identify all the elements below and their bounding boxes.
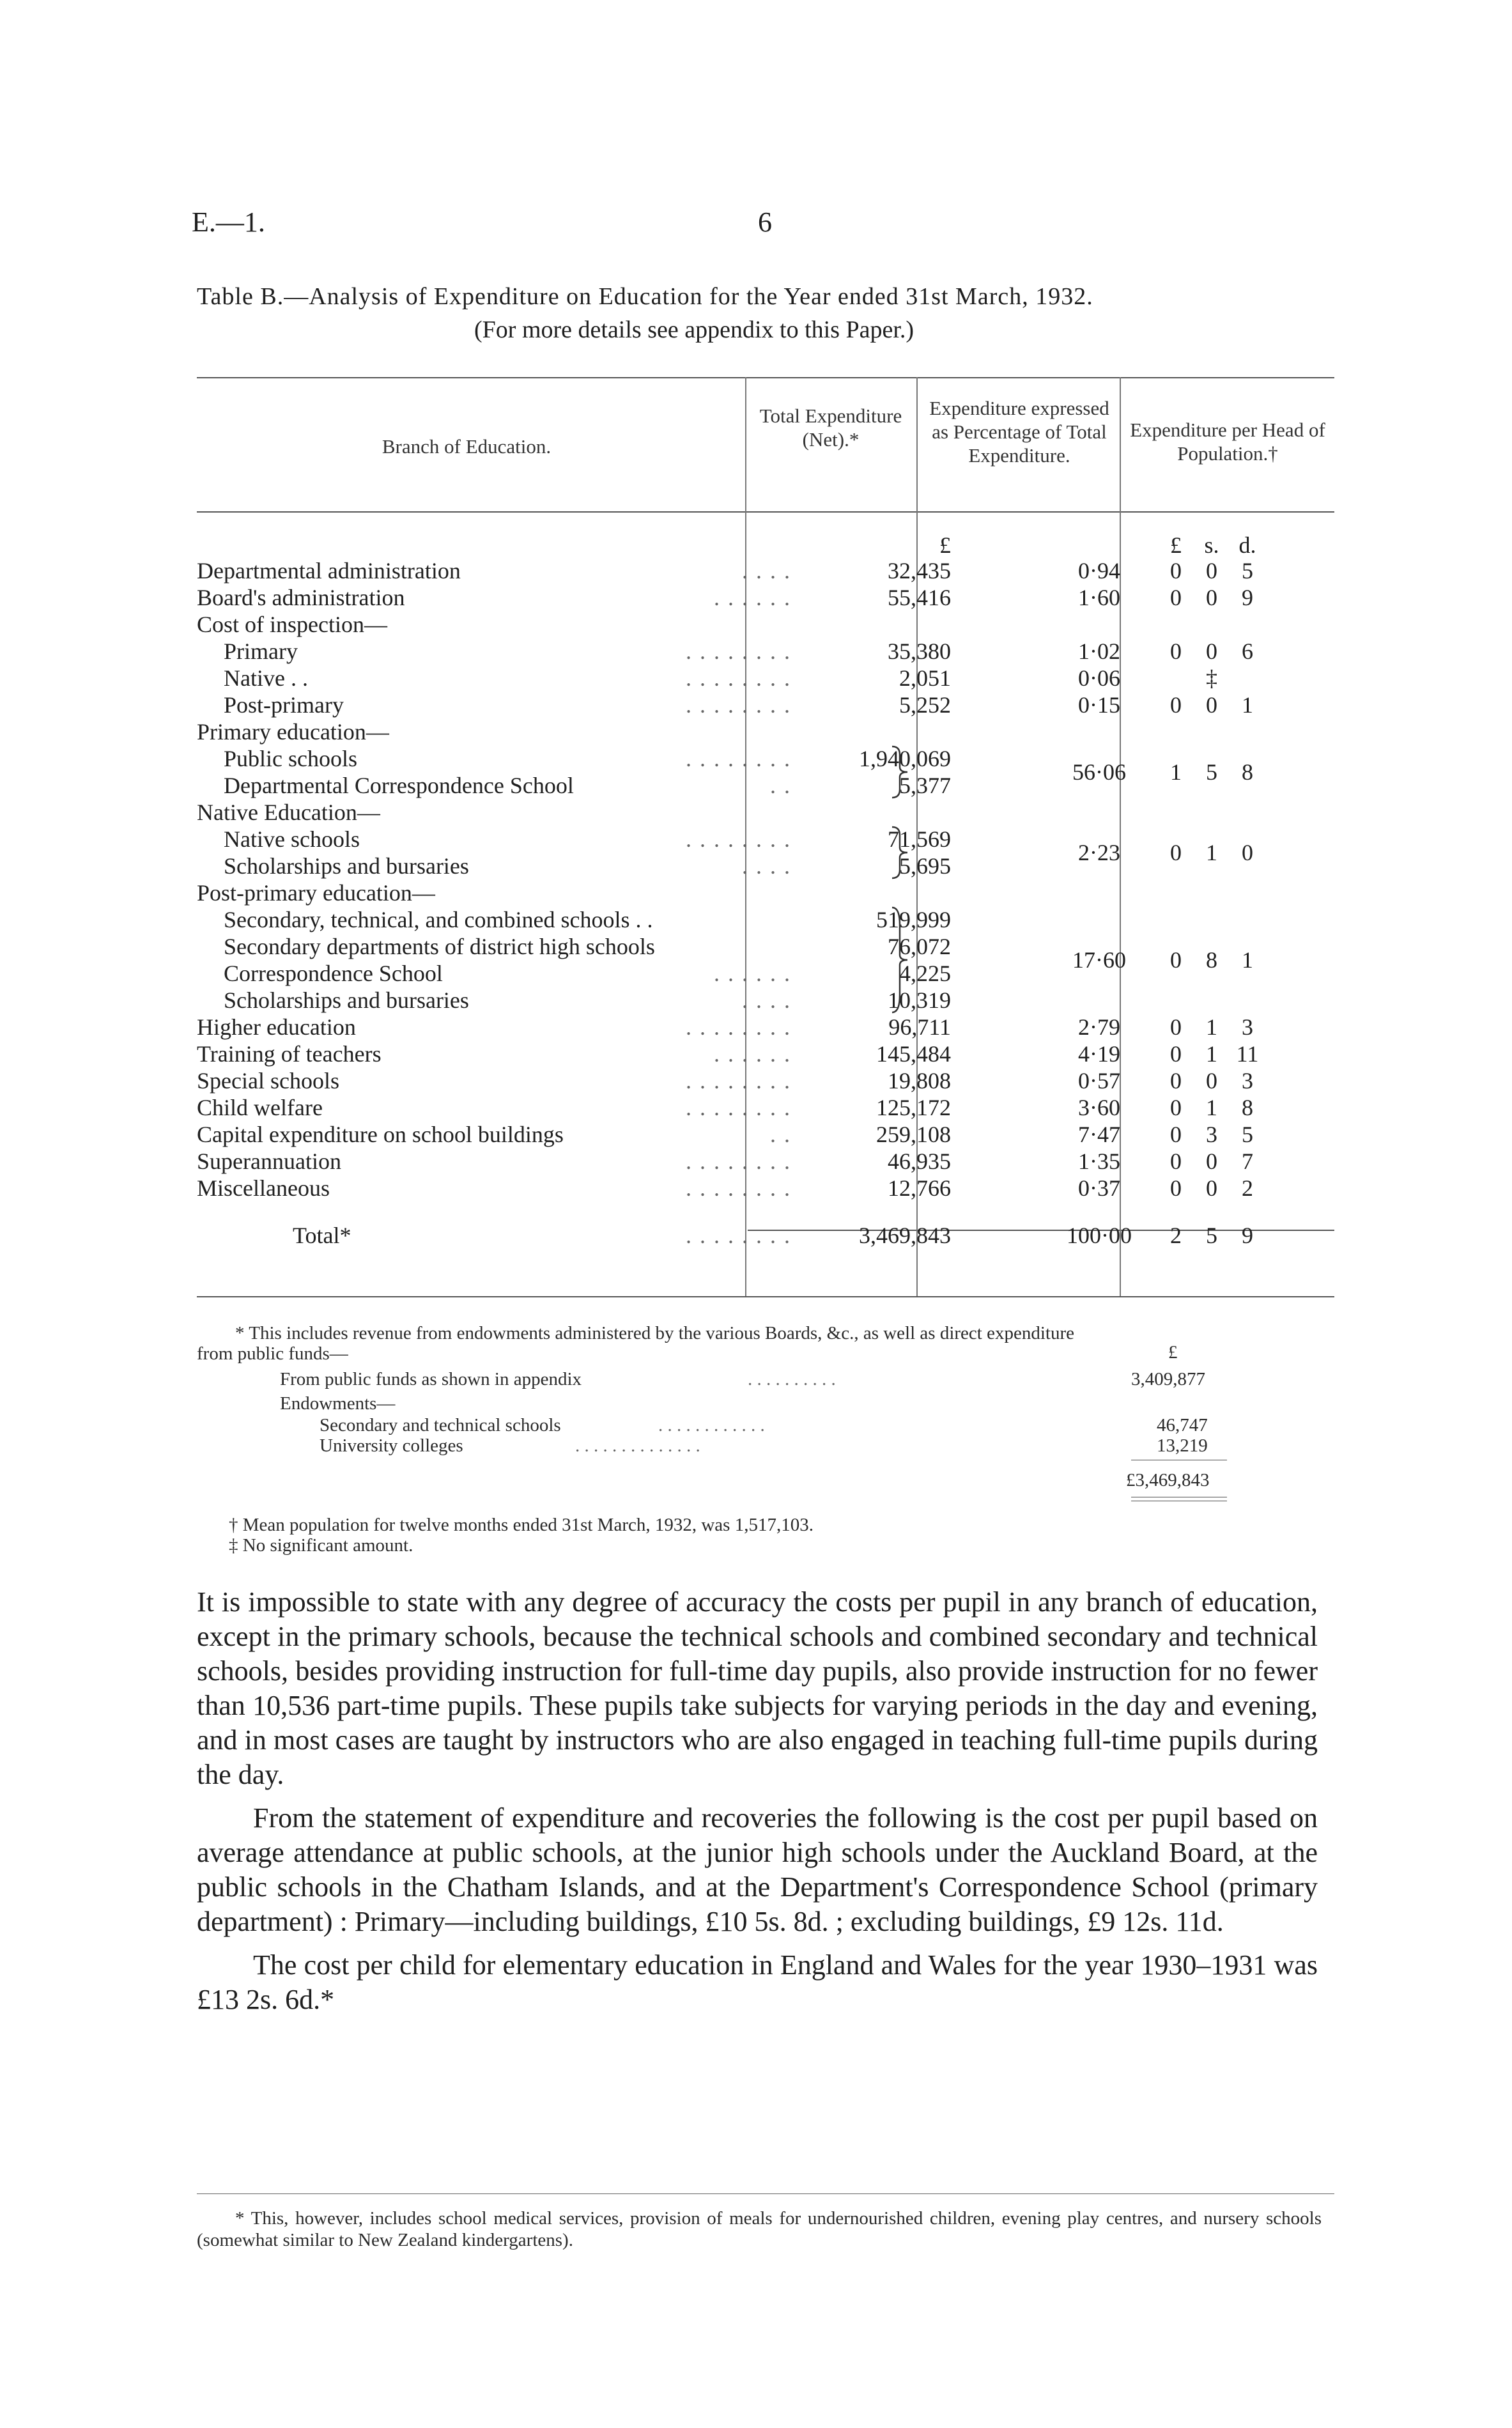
row-pounds: 0: [1170, 1175, 1182, 1201]
row-percent: 0·06: [1078, 665, 1120, 691]
column-header-branch: Branch of Education.: [382, 435, 552, 458]
row-pounds: 0: [1170, 1148, 1182, 1174]
row-shillings: 0: [1206, 1148, 1217, 1174]
table-row: [197, 557, 1334, 584]
table-row: [197, 638, 1334, 665]
row-expenditure: 519,999: [876, 907, 951, 932]
total-dots: . . . . . . . .: [686, 1223, 791, 1248]
row-expenditure: 5,695: [899, 853, 951, 879]
table-row: [197, 1040, 1334, 1067]
row-label: Capital expenditure on school buildings: [197, 1122, 564, 1147]
row-expenditure: 55,416: [888, 585, 951, 610]
leader-dots: . . . . . .: [714, 1041, 791, 1067]
row-label: Secondary departments of district high schools: [224, 934, 655, 959]
row-pounds: 0: [1170, 1041, 1182, 1067]
leader-dots: . . . . . . . .: [686, 1014, 791, 1040]
group-brace: [891, 826, 910, 879]
row-label: Board's administration: [197, 585, 405, 610]
group-pence: 1: [1242, 947, 1253, 973]
row-label: Scholarships and bursaries: [224, 853, 469, 879]
row-label: Secondary, technical, and combined schools . .: [224, 907, 653, 932]
row-pence: 1: [1242, 692, 1253, 718]
total-label: Total*: [293, 1223, 351, 1248]
row-label: Superannuation: [197, 1148, 341, 1174]
row-percent: 1·35: [1078, 1148, 1120, 1174]
total-percent: 100·00: [1067, 1223, 1132, 1248]
row-percent: 0·15: [1078, 692, 1120, 718]
row-label: Primary education—: [197, 719, 389, 745]
row-pence: 7: [1242, 1148, 1253, 1174]
row-pounds: 0: [1170, 1095, 1182, 1120]
table-title: Table B.—Analysis of Expenditure on Education for the Year ended 31st March, 1932.: [197, 283, 1093, 310]
row-pence: 5: [1242, 1122, 1253, 1147]
row-pounds: 0: [1170, 692, 1182, 718]
row-expenditure: 35,380: [888, 638, 951, 664]
table-row: [197, 879, 1334, 906]
row-label: Cost of inspection—: [197, 612, 387, 637]
row-label: Child welfare: [197, 1095, 323, 1120]
row-expenditure: 71,569: [888, 826, 951, 852]
row-expenditure: 125,172: [876, 1095, 951, 1120]
row-shillings: 0: [1206, 638, 1217, 664]
group-pence: 8: [1242, 759, 1253, 785]
row-expenditure: 4,225: [899, 961, 951, 986]
group-pounds: 0: [1170, 947, 1182, 973]
row-expenditure: 12,766: [888, 1175, 951, 1201]
leader-dots: . . . . . . . .: [686, 1148, 791, 1174]
footnote-university-value: 13,219: [1157, 1435, 1208, 1456]
row-label: Correspondence School: [224, 961, 443, 986]
row-pounds: 0: [1170, 1014, 1182, 1040]
group-brace-path: [892, 908, 907, 1012]
footnote-pound: £: [1168, 1342, 1178, 1363]
body-text: [197, 1585, 1318, 2017]
leader-dots: . . . . . . . .: [686, 638, 791, 664]
table-row: [197, 665, 1334, 692]
leader-dots: . . . .: [742, 853, 791, 879]
row-label: Special schools: [197, 1068, 339, 1094]
row-pence: 5: [1242, 558, 1253, 584]
row-label: Training of teachers: [197, 1041, 382, 1067]
footnote-endowments: Endowments—: [280, 1393, 396, 1414]
leader-dots: . . . . . . . .: [686, 1095, 791, 1120]
row-percent: 1·60: [1078, 585, 1120, 610]
row-shillings: 0: [1206, 1068, 1217, 1094]
table-bottom-rule: [197, 1296, 1334, 1297]
row-label: Native schools: [224, 826, 360, 852]
footnote-public-funds-dots: . . . . . . . . . .: [748, 1369, 836, 1389]
row-label: Post-primary education—: [197, 880, 435, 906]
row-label: Scholarships and bursaries: [224, 987, 469, 1013]
leader-dots: . .: [770, 773, 791, 798]
bottom-footnote-rule: [197, 2193, 1334, 2194]
group-brace: [891, 745, 910, 799]
row-percent: 4·19: [1078, 1041, 1120, 1067]
footnote-double-dagger: ‡ No significant amount.: [229, 1535, 413, 1556]
footnote-university-label: University colleges: [320, 1435, 463, 1456]
row-label: Departmental Correspondence School: [224, 773, 574, 798]
row-label: Primary: [224, 638, 298, 664]
row-percent: 3·60: [1078, 1095, 1120, 1120]
footnote-university-dots: . . . . . . . . . . . . . .: [575, 1435, 700, 1456]
table-header-rule: [197, 511, 1334, 513]
table-row: [197, 584, 1334, 611]
unit-pence: d.: [1238, 532, 1256, 558]
row-pounds: 0: [1170, 638, 1182, 664]
row-label: Post-primary: [224, 692, 344, 718]
leader-dots: . . . . . .: [714, 585, 791, 610]
row-expenditure: 1,940,069: [859, 746, 951, 771]
footnote-star-line2: from public funds—: [197, 1343, 348, 1364]
document-reference: E.—1.: [192, 206, 265, 238]
row-shillings: 0: [1206, 558, 1217, 584]
column-header-percent: Expenditure expressed as Percentage of Total Expenditure.: [929, 397, 1109, 467]
paragraph-3: The cost per child for elementary education in England and Wales for the year 1930–1931 was £13 2s. 6d.*: [197, 1949, 1318, 2015]
total-row: [197, 1222, 1334, 1249]
table-row: [197, 1094, 1334, 1121]
row-pence: 8: [1242, 1095, 1253, 1120]
row-label: Departmental administration: [197, 558, 461, 584]
group-percent: 17·60: [1072, 947, 1126, 973]
leader-dots: . . . .: [742, 558, 791, 584]
leader-dots: . . . .: [742, 987, 791, 1013]
row-expenditure: 259,108: [876, 1122, 951, 1147]
leader-dots: . . . . . . . .: [686, 826, 791, 852]
row-expenditure: 145,484: [876, 1041, 951, 1067]
row-shillings: 0: [1206, 692, 1217, 718]
paragraph-2: From the statement of expenditure and recoveries the following is the cost per pupil based on average attendance at public schools, at the junior high schools under the Auckland Board, at the public schools in the Chatham Islands, and at the Department's Correspondence School (primary department) : Primary—including buildings, £10 5s. 8d. ; excluding buildings, £9 12s. 11d.: [197, 1802, 1318, 1937]
row-expenditure: 2,051: [899, 665, 951, 691]
table-row: [197, 1175, 1334, 1202]
row-label: Native Education—: [197, 800, 380, 825]
row-pounds: 0: [1170, 585, 1182, 610]
group-row: [197, 759, 1334, 785]
row-shillings: 1: [1206, 1095, 1217, 1120]
row-pence: 3: [1242, 1014, 1253, 1040]
row-pence: 2: [1242, 1175, 1253, 1201]
row-pence: 3: [1242, 1068, 1253, 1094]
footnote-secondary-label: Secondary and technical schools: [320, 1415, 561, 1435]
footnote-secondary-value: 46,747: [1157, 1415, 1208, 1435]
leader-dots: . . . . . . . .: [686, 692, 791, 718]
row-label: Miscellaneous: [197, 1175, 330, 1201]
table-row: [197, 1067, 1334, 1094]
leader-dots: . . . . . . . .: [686, 665, 791, 691]
group-shillings: 5: [1206, 759, 1217, 785]
leader-dots: . . . . . .: [714, 961, 791, 986]
row-pence: 6: [1242, 638, 1253, 664]
row-percent: 0·57: [1078, 1068, 1120, 1094]
row-pence: 9: [1242, 585, 1253, 610]
row-expenditure: 5,377: [899, 773, 951, 798]
footnote-dagger: † Mean population for twelve months ended 31st March, 1932, was 1,517,103.: [229, 1515, 814, 1535]
footnote-public-funds-value: 3,409,877: [1131, 1369, 1205, 1389]
row-percent: 0·94: [1078, 558, 1120, 584]
table-row: [197, 987, 1334, 1014]
row-pence: 11: [1236, 1041, 1259, 1067]
group-row: [197, 947, 1334, 973]
row-shillings: 3: [1206, 1122, 1217, 1147]
row-percent: 0·37: [1078, 1175, 1120, 1201]
row-expenditure: 32,435: [888, 558, 951, 584]
row-expenditure: 46,935: [888, 1148, 951, 1174]
total-shillings: 5: [1206, 1223, 1217, 1248]
footnote-public-funds-label: From public funds as shown in appendix: [280, 1369, 582, 1389]
row-label: Public schools: [224, 746, 358, 771]
bottom-footnote: * This, however, includes school medical services, provision of meals for undernourished children, evening play centres, and nursery schools (somewhat similar to New Zealand kindergartens).: [197, 2208, 1322, 2250]
table-row: [197, 611, 1334, 638]
total-pence: 9: [1242, 1223, 1253, 1248]
row-label: Higher education: [197, 1014, 356, 1040]
row-pounds: 0: [1170, 558, 1182, 584]
row-pounds: 0: [1170, 1122, 1182, 1147]
page-number: 6: [758, 206, 772, 238]
row-percent: 1·02: [1078, 638, 1120, 664]
row-shillings: 1: [1206, 1041, 1217, 1067]
row-percent: 7·47: [1078, 1122, 1120, 1147]
leader-dots: . . . . . . . .: [686, 1068, 791, 1094]
group-shillings: 1: [1206, 840, 1217, 865]
column-header-per-head: Expenditure per Head of Population.†: [1130, 419, 1325, 465]
group-pounds: 1: [1170, 759, 1182, 785]
group-brace-path: [892, 746, 907, 798]
group-pounds: 0: [1170, 840, 1182, 865]
group-row: [197, 839, 1334, 866]
paragraph-1: It is impossible to state with any degree of accuracy the costs per pupil in any branch of education, except in the primary schools, because the technical schools and combined secondary and technical schools, besides providing instruction for full-time day pupils, also provide instruction for no fewer than 10,536 part-time pupils. These pupils take subjects for varying periods in the day and evening, and in most cases are taught by instructors who are also engaged in teaching full-time pupils during the day.: [197, 1586, 1318, 1790]
row-expenditure: 10,319: [888, 987, 951, 1013]
row-shillings: 1: [1206, 1014, 1217, 1040]
group-pence: 0: [1242, 840, 1253, 865]
row-expenditure: 19,808: [888, 1068, 951, 1094]
table-row: [197, 1148, 1334, 1175]
group-shillings: 8: [1206, 947, 1217, 973]
row-shillings: 0: [1206, 1175, 1217, 1201]
unit-shillings: s.: [1204, 532, 1219, 558]
table-row: [197, 1121, 1334, 1148]
leader-dots: . . . . . . . .: [686, 746, 791, 771]
total-pounds: 2: [1170, 1223, 1182, 1248]
table-row: [197, 799, 1334, 826]
row-expenditure: 96,711: [888, 1014, 951, 1040]
table-top-rule: [197, 377, 1334, 378]
row-label: Native . .: [224, 665, 308, 691]
row-expenditure: 76,072: [888, 934, 951, 959]
footnote-secondary-dots: . . . . . . . . . . . .: [658, 1415, 765, 1435]
group-percent: 2·23: [1078, 840, 1120, 865]
footnote-star-line1: * This includes revenue from endowments administered by the various Boards, &c., as well as direct expenditure: [235, 1323, 1074, 1343]
row-shillings: 0: [1206, 585, 1217, 610]
row-percent: 2·79: [1078, 1014, 1120, 1040]
row-pounds: 0: [1170, 1068, 1182, 1094]
leader-dots: . .: [770, 1122, 791, 1147]
table-row: [197, 906, 1334, 933]
group-brace: [891, 906, 910, 1014]
footnote-total-value: £3,469,843: [1126, 1470, 1210, 1490]
column-header-total: Total Expenditure (Net).*: [759, 405, 902, 451]
row-no-amount-mark: ‡: [1206, 665, 1217, 691]
group-brace-path: [892, 827, 907, 878]
units-row: [197, 532, 1334, 559]
row-expenditure: 5,252: [899, 692, 951, 718]
leader-dots: . . . . . . . .: [686, 1175, 791, 1201]
table-row: [197, 1014, 1334, 1040]
unit-pound: £: [1170, 532, 1182, 558]
table-subtitle: (For more details see appendix to this Paper.): [474, 316, 914, 343]
table-row: [197, 718, 1334, 745]
group-percent: 56·06: [1072, 759, 1126, 785]
unit-pound-total: £: [939, 532, 951, 558]
table-row: [197, 692, 1334, 718]
total-expenditure: 3,469,843: [859, 1223, 951, 1248]
